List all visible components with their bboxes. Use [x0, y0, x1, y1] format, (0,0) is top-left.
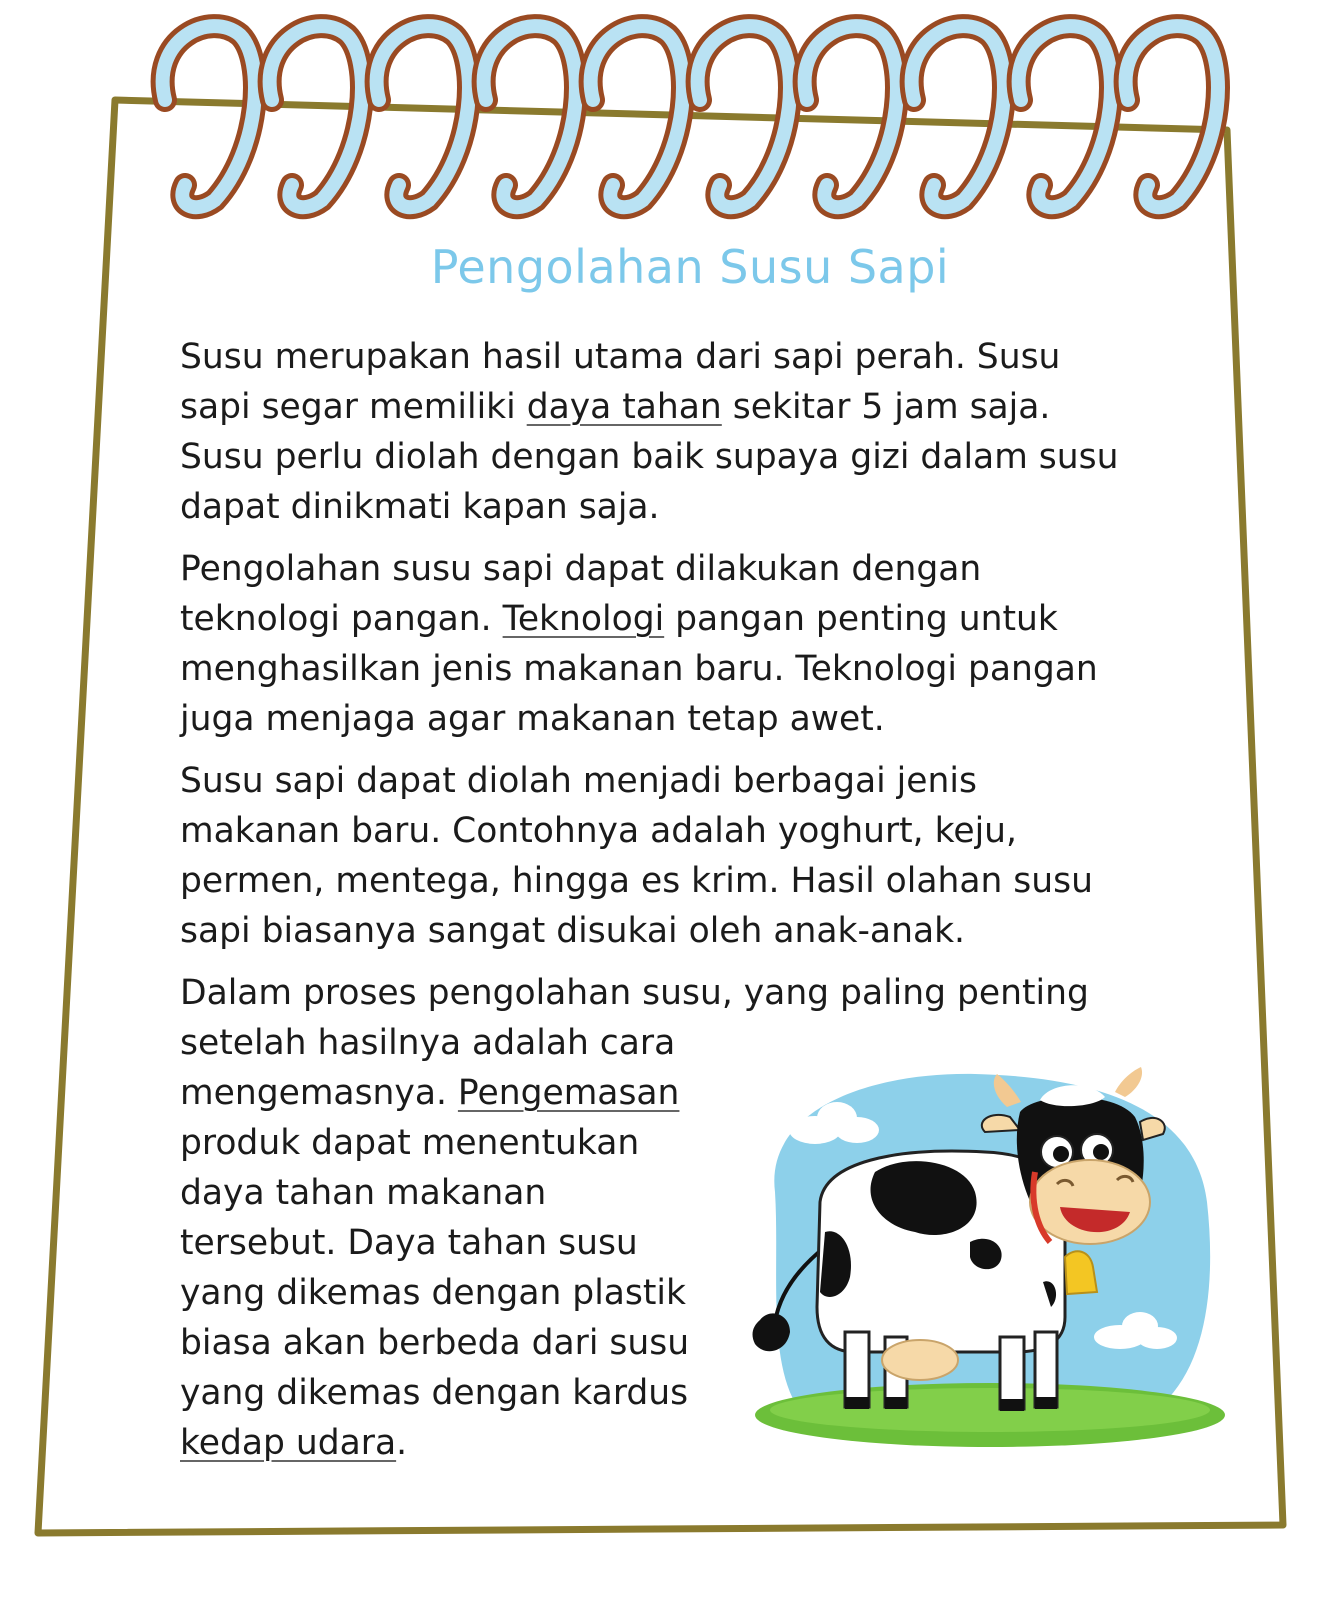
underlined-term: Teknologi — [502, 599, 665, 639]
text-segment: menghasilkan jenis makanan baru. Teknologi pangan — [180, 649, 1098, 689]
cow-udder — [882, 1340, 958, 1380]
text-segment: pangan penting untuk — [664, 599, 1058, 639]
cow-leg — [1000, 1337, 1024, 1409]
cow-leg — [1035, 1332, 1057, 1407]
spiral-ring — [1126, 26, 1218, 207]
text-segment: makanan baru. Contohnya adalah yoghurt, keju, — [180, 811, 1018, 851]
text-line — [180, 968, 1190, 1018]
text-line — [180, 906, 1190, 956]
underlined-term: Pengemasan — [457, 1073, 680, 1113]
text-segment: produk dapat menentukan — [180, 1123, 640, 1163]
text-line — [180, 756, 1190, 806]
text-segment: . — [396, 1423, 408, 1463]
text-line — [180, 856, 1190, 906]
spiral-binding — [0, 0, 1338, 240]
text-line — [180, 332, 1190, 382]
spiral-ring — [377, 26, 469, 207]
text-segment: Susu merupakan hasil utama dari sapi perah. Susu — [180, 337, 1061, 377]
page-title: Pengolahan Susu Sapi — [430, 240, 950, 294]
paragraph — [180, 756, 1190, 956]
underlined-term: daya tahan — [526, 387, 722, 427]
underlined-term: kedap udara — [180, 1423, 397, 1463]
text-line — [180, 482, 1190, 532]
spiral-ring — [912, 26, 1004, 207]
text-segment: yang dikemas dengan plastik — [180, 1273, 686, 1313]
cow-horn — [1115, 1067, 1142, 1097]
text-line — [180, 694, 1190, 744]
cow-leg — [845, 1332, 869, 1407]
text-segment: yang dikemas dengan kardus — [180, 1373, 689, 1413]
text-segment: permen, mentega, hingga es krim. Hasil olahan susu — [180, 861, 1093, 901]
text-segment: teknologi pangan. — [180, 599, 503, 639]
text-line — [180, 806, 1190, 856]
spiral-ring — [270, 26, 362, 207]
text-segment: Susu perlu diolah dengan baik supaya gizi dalam susu — [180, 437, 1119, 477]
text-segment: Dalam proses pengolahan susu, yang paling penting — [180, 973, 1089, 1013]
text-segment: mengemasnya. — [180, 1073, 458, 1113]
text-segment: setelah hasilnya adalah cara — [180, 1023, 676, 1063]
paragraph — [180, 332, 1190, 532]
spiral-ring — [698, 26, 790, 207]
text-segment: Susu sapi dapat diolah menjadi berbagai jenis — [180, 761, 977, 801]
spiral-ring — [805, 26, 897, 207]
text-segment: juga menjaga agar makanan tetap awet. — [180, 699, 885, 739]
text-segment: biasa akan berbeda dari susu — [180, 1323, 690, 1363]
text-segment: Pengolahan susu sapi dapat dilakukan dengan — [180, 549, 982, 589]
paragraph — [180, 544, 1190, 744]
spiral-ring — [1019, 26, 1111, 207]
text-line — [180, 432, 1190, 482]
spiral-ring — [484, 26, 576, 207]
cow-illustration — [745, 1052, 1225, 1472]
text-segment: daya tahan makanan — [180, 1173, 547, 1213]
spiral-ring — [163, 26, 255, 207]
text-segment: sapi biasanya sangat disukai oleh anak-anak. — [180, 911, 966, 951]
text-segment: tersebut. Daya tahan susu — [180, 1223, 638, 1263]
text-line — [180, 594, 1190, 644]
text-line — [180, 382, 1190, 432]
text-segment: dapat dinikmati kapan saja. — [180, 487, 660, 527]
text-line — [180, 544, 1190, 594]
text-segment: sapi segar memiliki — [180, 387, 527, 427]
text-segment: sekitar 5 jam saja. — [721, 387, 1051, 427]
spiral-ring — [591, 26, 683, 207]
text-line — [180, 644, 1190, 694]
